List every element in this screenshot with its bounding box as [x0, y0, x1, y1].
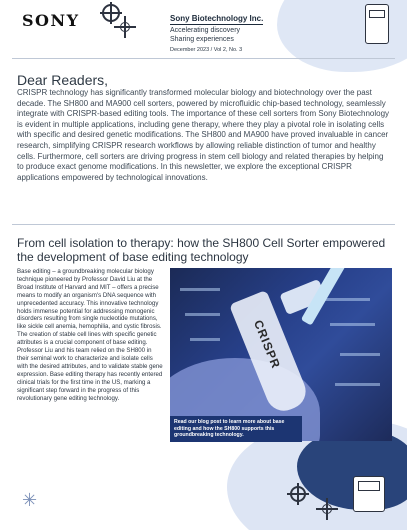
tagline: Accelerating discovery — [170, 27, 241, 34]
intro-paragraph: CRISPR technology has significantly transformed molecular biology and biotechnology over the past decade. The SH800 and MA900 cell sorters, powered by microfluidic chip-based technology, seamlessly integrate with CRISPR-based editing tools. The importance of these cell sorters from Sony Biotechnology is evident in multiple applications, including gene therapy, where they play a pivotal role in isolating cells with specific and desired genetic modifications. The SH800 and MA900 have proved invaluable in cancer research, simplifying CRISPR research workflows by allowing reliable distinction of tumor and healthy cells. Furthermore, cell sorters are driving progress in stem cell biology and related therapies by helping to produce exact genome modifications. In this newsletter, we explore the exceptional CRISPR applications empowered by technological innovations. — [17, 88, 390, 182]
sparkle-icon: ✳ — [22, 490, 38, 510]
issue-info: December 2023 / Vol 2, No. 3 — [170, 47, 243, 53]
virus-icon — [322, 504, 332, 514]
greeting: Dear Readers, — [17, 72, 109, 88]
tube-label: CRISPR — [251, 318, 284, 371]
article-body: Base editing – a groundbreaking molecular biology technique pioneered by Professor David Liu at the Broad Institute of Harvard and MIT – offers a precise means to modify an organism's DNA sequence with unprecedented accuracy. This innovative technology holds immense potential for addressing monogenic disorders resulting from single nucleotide mutations, like sickle cell anemia, hemophilia, and cystic fibrosis. The creation of stable cell lines with specific genetic attributes is a crucial component of base editing. Professor Liu and his team relied on the SH800 in their seminal work to characterize and isolate cells with the desired attributes, and to validate stable gene expression. Base editing therapy has recently entered clinical trials for the first time in the US, marking a significant step forward in the progress of this revolutionary gene editing technology. — [17, 268, 163, 402]
company-name: Sony Biotechnology Inc. — [170, 14, 264, 23]
virus-icon — [120, 22, 130, 32]
header-info — [170, 14, 263, 55]
virus-icon — [290, 486, 306, 502]
virus-icon — [102, 4, 120, 22]
divider — [12, 224, 395, 225]
article-title: From cell isolation to therapy: how the SH800 Cell Sorter empowered the development of base editing technology — [17, 236, 386, 264]
blog-callout-link[interactable]: Read our blog post to learn more about base editing and how the SH800 supports this groundbreaking technology. — [170, 416, 302, 442]
sony-logo: SONY — [22, 11, 80, 30]
divider — [12, 58, 395, 59]
cell-sorter-icon — [365, 4, 389, 44]
tagline: Sharing experiences — [170, 36, 234, 43]
cell-sorter-icon — [353, 476, 385, 512]
